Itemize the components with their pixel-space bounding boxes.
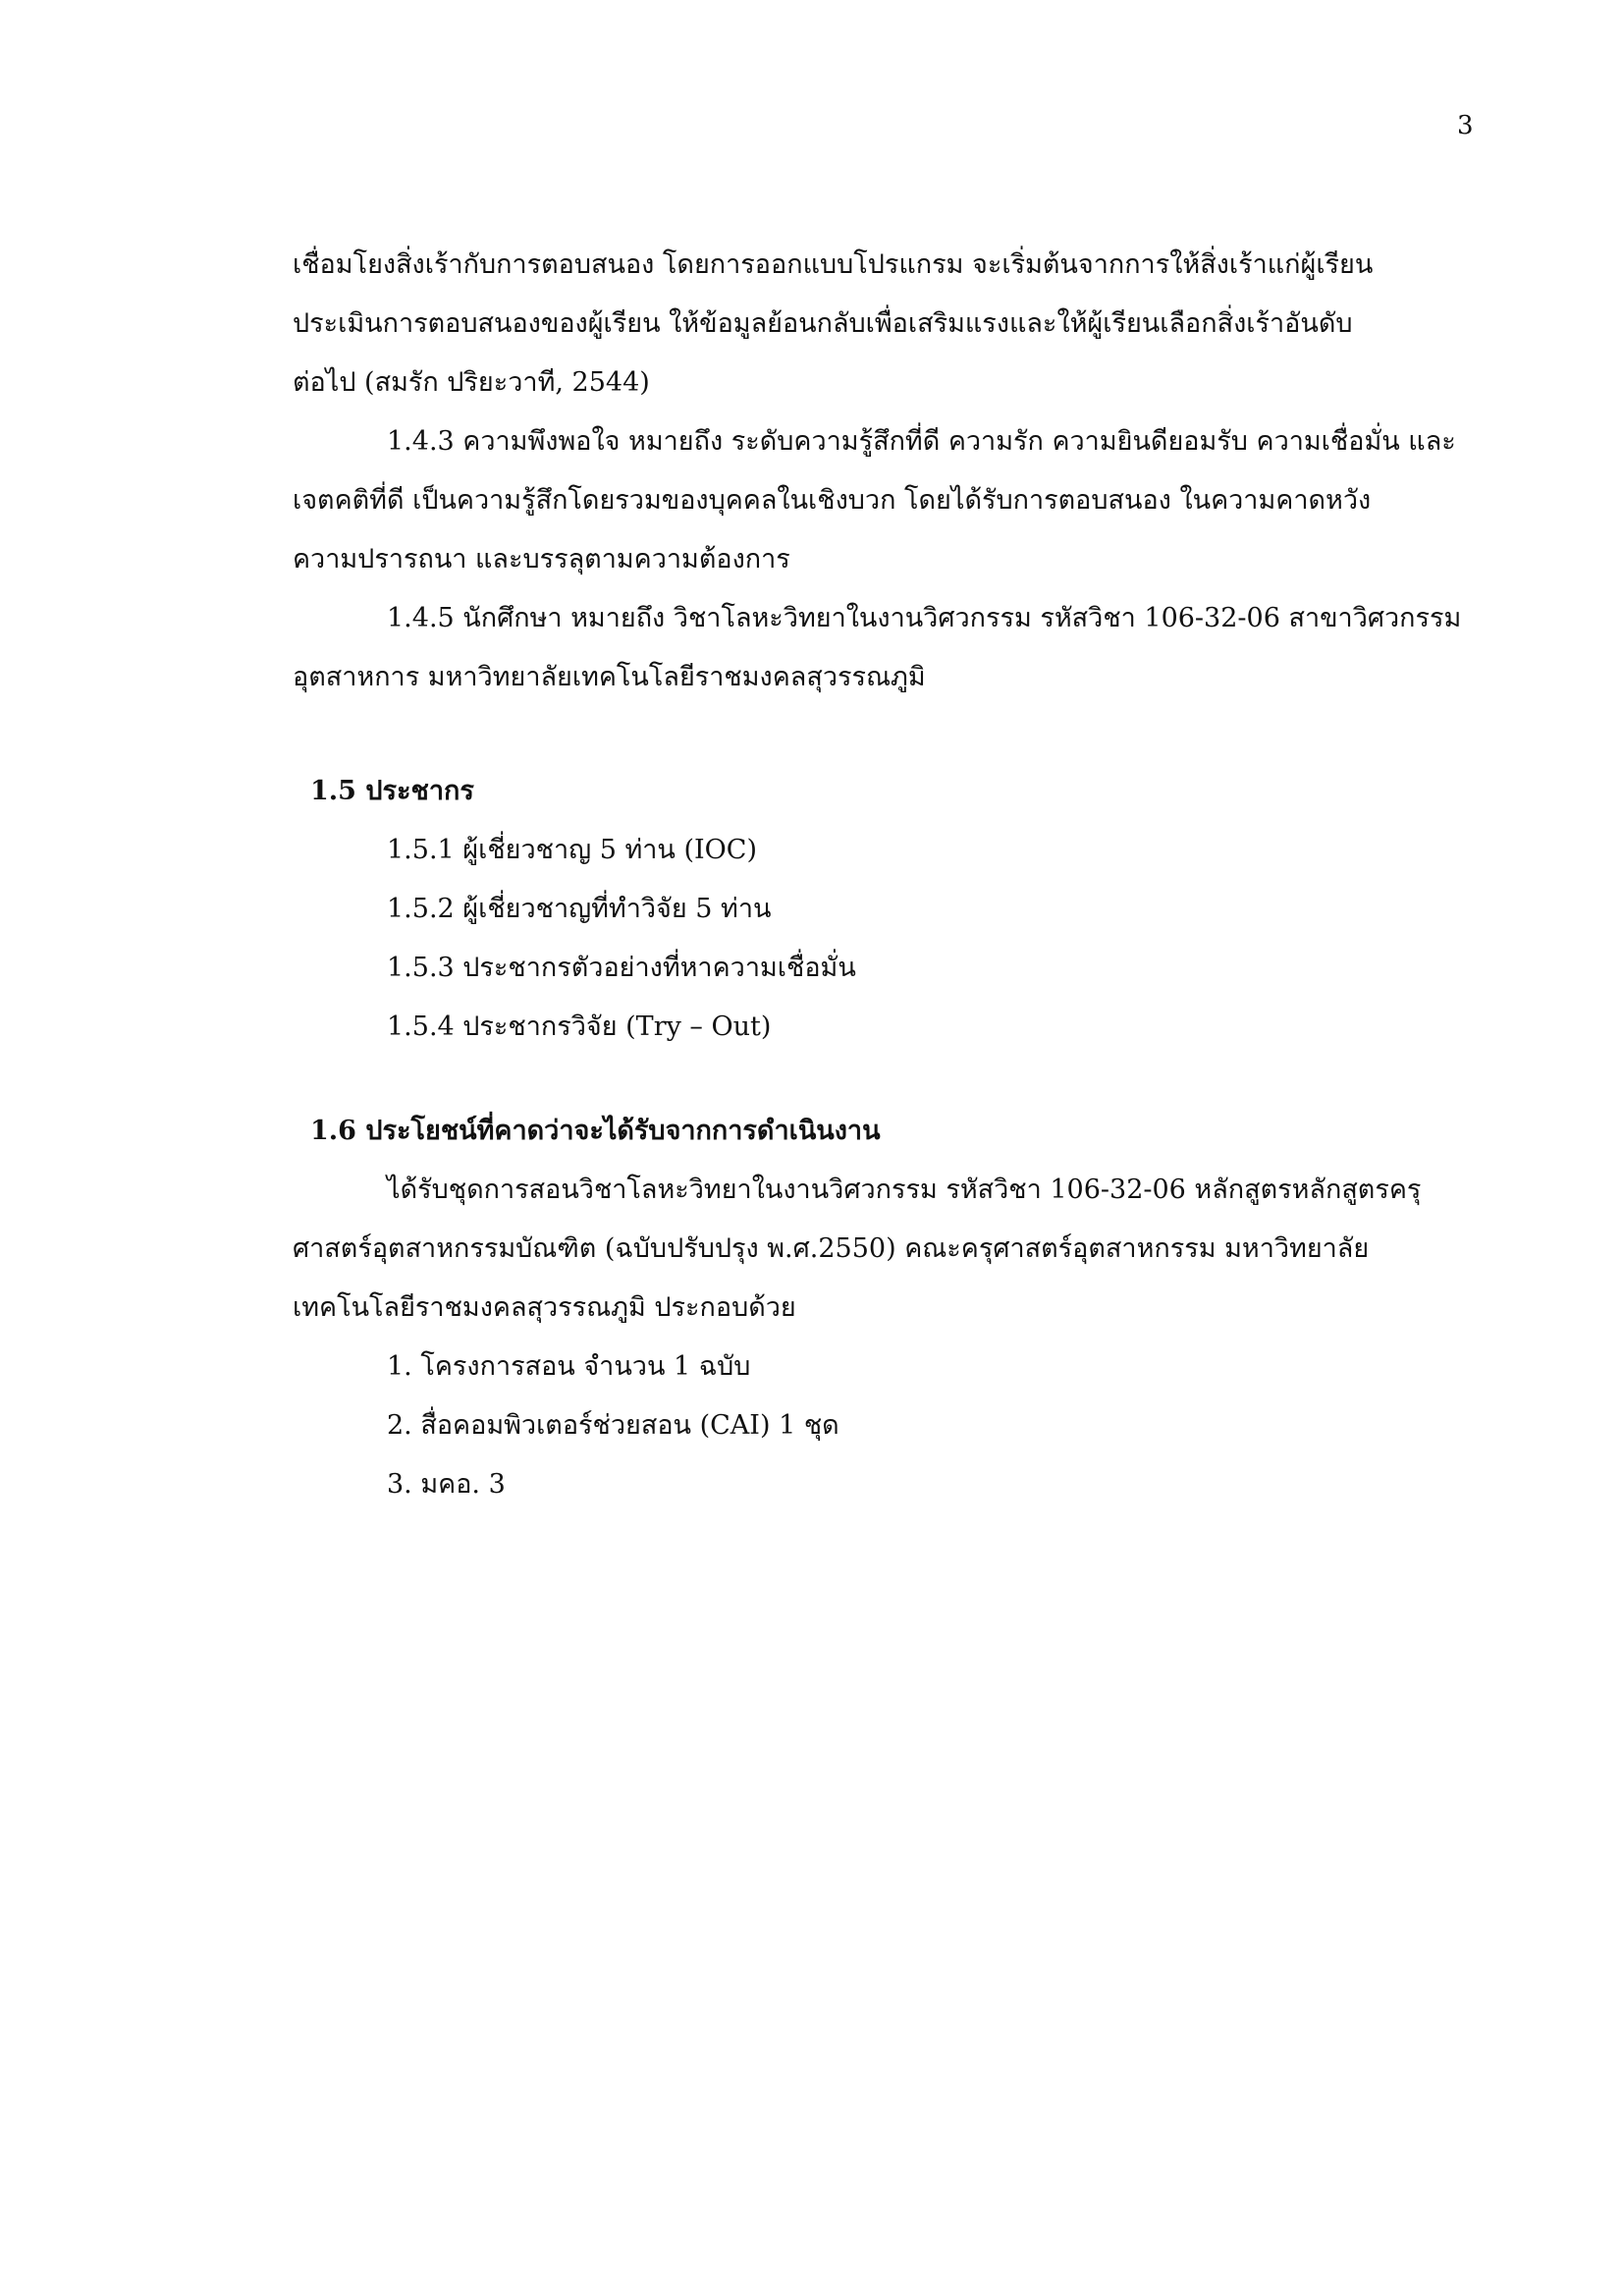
text-line: ได้รับชุดการสอนวิชาโลหะวิทยาในงานวิศวกรรม รหัสวิชา 106-32-06 หลักสูตรหลักสูตรครุ — [387, 1175, 1422, 1205]
text-line: เจตคติที่ดี เป็นความรู้สึกโดยรวมของบุคคลในเชิงบวก โดยได้รับการตอบสนอง ในความคาดหวัง — [293, 485, 1372, 516]
text-line: เทคโนโลยีราชมงคลสุวรรณภูมิ ประกอบด้วย — [293, 1292, 796, 1323]
intro-paragraph — [293, 236, 1481, 412]
list-item: 3. มคอ. 3 — [387, 1469, 506, 1500]
list-item: 1.5.4 ประชากรวิจัย (Try – Out) — [387, 1011, 772, 1042]
list-item: 1.5.3 ประชากรตัวอย่างที่หาความเชื่อมั่น — [387, 953, 856, 983]
text-line: อุตสาหการ มหาวิทยาลัยเทคโนโลยีราชมงคลสุวรรณภูมิ — [293, 662, 926, 692]
section-1-5 — [293, 762, 1481, 1057]
section-heading: 1.5 ประชากร — [310, 776, 474, 806]
list-item: 1.5.1 ผู้เชี่ยวชาญ 5 ท่าน (IOC) — [387, 835, 757, 865]
page-number: 3 — [1457, 111, 1474, 140]
text-line: ความปรารถนา และบรรลุตามความต้องการ — [293, 544, 790, 574]
list-item: 1.5.2 ผู้เชี่ยวชาญที่ทำวิจัย 5 ท่าน — [387, 894, 772, 924]
definition-1-4-5 — [293, 589, 1481, 707]
section-1-6 — [293, 1102, 1481, 1514]
definition-1-4-3 — [293, 412, 1481, 589]
text-line: ศาสตร์อุตสาหกรรมบัณฑิต (ฉบับปรับปรุง พ.ศ.2550) คณะครุศาสตร์อุตสาหกรรม มหาวิทยาลัย — [293, 1233, 1370, 1264]
list-item: 2. สื่อคอมพิวเตอร์ช่วยสอน (CAI) 1 ชุด — [387, 1410, 839, 1441]
text-line: เชื่อมโยงสิ่งเร้ากับการตอบสนอง โดยการออกแบบโปรแกรม จะเริ่มต้นจากการให้สิ่งเร้าแก่ผู้เรียน — [293, 249, 1374, 280]
text-line: 1.4.3 ความพึงพอใจ หมายถึง ระดับความรู้สึกที่ดี ความรัก ความยินดียอมรับ ความเชื่อมั่น และ — [387, 426, 1456, 457]
text-line: ประเมินการตอบสนองของผู้เรียน ให้ข้อมูลย้อนกลับเพื่อเสริมแรงและให้ผู้เรียนเลือกสิ่งเร้าอันดับ — [293, 308, 1353, 339]
list-item: 1. โครงการสอน จำนวน 1 ฉบับ — [387, 1351, 751, 1382]
section-heading: 1.6 ประโยชน์ที่คาดว่าจะได้รับจากการดำเนินงาน — [310, 1116, 881, 1146]
document-body — [293, 236, 1481, 1514]
text-line: ต่อไป (สมรัก ปริยะวาที, 2544) — [293, 367, 650, 398]
text-line: 1.4.5 นักศึกษา หมายถึง วิชาโลหะวิทยาในงานวิศวกรรม รหัสวิชา 106-32-06 สาขาวิศวกรรม — [387, 603, 1462, 633]
